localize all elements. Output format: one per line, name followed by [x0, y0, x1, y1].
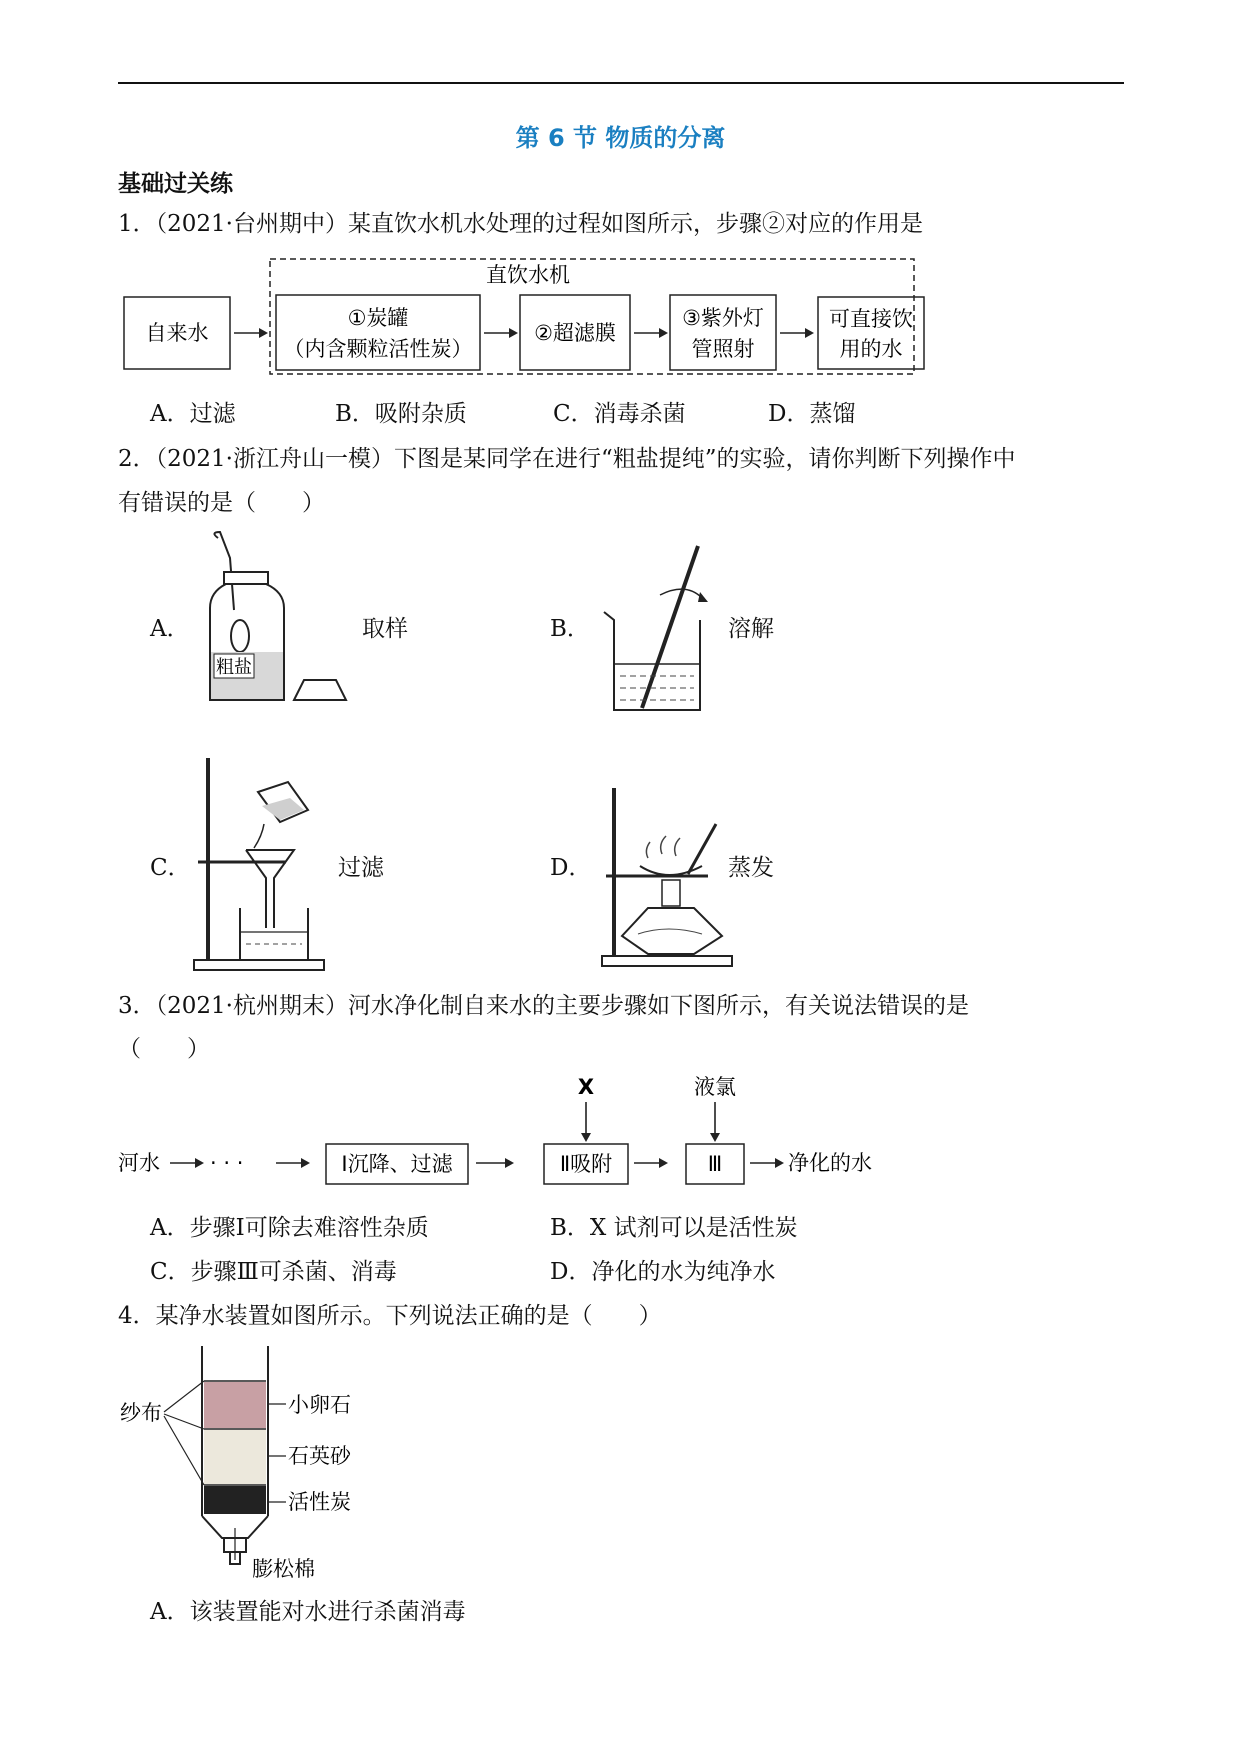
- cotton-label: 膨松棉: [252, 1557, 315, 1581]
- glass-rod: [254, 824, 264, 848]
- arrow-cl-head: [710, 1133, 720, 1142]
- stirring-rod: [642, 546, 698, 708]
- carbon-label: 活性炭: [288, 1490, 351, 1514]
- water-filter-illustration: [118, 1342, 378, 1582]
- sand-label: 石英砂: [288, 1444, 351, 1468]
- q3-option-d: D．净化的水为纯净水: [550, 1259, 776, 1285]
- q2-option-c-letter: C．: [150, 855, 191, 881]
- page-title: 第 6 节 物质的分离: [515, 124, 726, 152]
- output-label: 净化的水: [788, 1151, 872, 1175]
- jar-neck: [224, 572, 268, 584]
- q2-stem-line2: 有错误的是（ ）: [118, 490, 325, 516]
- step1-line2: （内含颗粒活性炭）: [283, 337, 473, 361]
- river-label: 河水: [118, 1151, 160, 1175]
- q2-option-b-letter: B．: [550, 616, 590, 642]
- step2-label: Ⅱ吸附: [559, 1152, 613, 1176]
- source-label: 自来水: [145, 321, 209, 345]
- q2-option-d-label: 蒸发: [728, 855, 774, 881]
- q1-stem: 1．（2021·台州期中）某直饮水机水处理的过程如图所示，步骤②对应的作用是: [118, 211, 923, 237]
- spoon-bowl: [231, 620, 249, 652]
- q2-option-a-label: 取样: [362, 616, 408, 642]
- jar-label-text: 粗盐: [216, 657, 252, 678]
- output-line1: 可直接饮: [829, 307, 913, 331]
- q4-option-a: A．该装置能对水进行杀菌消毒: [150, 1599, 466, 1625]
- pebble-label: 小卵石: [288, 1393, 351, 1417]
- q1-option-a: A．过滤: [150, 401, 236, 427]
- arrow-2-head: [301, 1158, 310, 1168]
- step3-line1: ③紫外灯: [682, 306, 764, 330]
- machine-label: 直饮水机: [486, 263, 570, 287]
- q2-stem-line1: 2．（2021·浙江舟山一模）下图是某同学在进行“粗盐提纯”的实验，请你判断下列操作中: [118, 446, 1016, 472]
- arrow-x-head: [581, 1133, 591, 1142]
- arrow-4-head: [805, 328, 814, 338]
- input-chlorine-label: 液氯: [694, 1075, 736, 1099]
- q2-option-a-letter: A．: [150, 616, 190, 642]
- section-heading: 基础过关练: [118, 171, 233, 197]
- beaker-dissolve-illustration: [598, 540, 718, 720]
- arrow-1-head: [259, 328, 268, 338]
- step1-label: Ⅰ沉降、过滤: [341, 1152, 453, 1176]
- arrow-5-head: [775, 1158, 784, 1168]
- stir-arrow-head: [698, 592, 708, 602]
- q1-option-c: C．消毒杀菌: [553, 401, 686, 427]
- arrow-4-head: [659, 1158, 668, 1168]
- q2-option-c-label: 过滤: [338, 855, 384, 881]
- jar-stopper: [294, 680, 346, 700]
- steam: [646, 836, 680, 858]
- q2-option-b-label: 溶解: [728, 616, 774, 642]
- pebble-layer: [204, 1382, 266, 1428]
- step3-line2: 管照射: [691, 337, 755, 361]
- step2-label: ②超滤膜: [534, 321, 616, 345]
- ellipsis-dots: · · ·: [210, 1151, 244, 1175]
- arrow-3-head: [505, 1158, 514, 1168]
- gauze-pointer-1: [164, 1381, 204, 1412]
- q3-stem-line2: （ ）: [118, 1036, 210, 1062]
- q3-stem-line1: 3．（2021·杭州期末）河水净化制自来水的主要步骤如下图所示，有关说法错误的是: [118, 993, 969, 1019]
- step1-line1: ①炭罐: [347, 306, 409, 330]
- step3-label: Ⅲ: [707, 1152, 723, 1176]
- arrow-2-head: [509, 328, 518, 338]
- q1-option-d: D．蒸馏: [768, 401, 856, 427]
- input-x-label: X: [577, 1075, 595, 1099]
- q3-process-diagram: [118, 1070, 918, 1190]
- q3-option-b: B．X 试剂可以是活性炭: [550, 1215, 798, 1241]
- carbon-layer: [204, 1486, 266, 1514]
- arrow-3-head: [659, 328, 668, 338]
- q4-stem: 4．某净水装置如图所示。下列说法正确的是（ ）: [118, 1303, 662, 1329]
- q3-option-a: A．步骤Ⅰ可除去难溶性杂质: [150, 1215, 429, 1241]
- salt-jar-illustration: [200, 530, 360, 710]
- gauze-label: 纱布: [120, 1401, 162, 1425]
- q1-process-diagram: [118, 255, 958, 380]
- filtration-illustration: [190, 752, 340, 974]
- sand-layer: [204, 1430, 266, 1484]
- beaker: [604, 612, 700, 710]
- q3-option-c: C．步骤Ⅲ可杀菌、消毒: [150, 1259, 397, 1285]
- arrow-1-head: [195, 1158, 204, 1168]
- stand-base: [602, 956, 732, 966]
- lamp-wick: [662, 880, 680, 906]
- q2-option-d-letter: D．: [550, 855, 592, 881]
- output-line2: 用的水: [839, 337, 903, 361]
- q1-option-b: B．吸附杂质: [335, 401, 467, 427]
- alcohol-lamp: [622, 908, 722, 954]
- header-rule: [118, 82, 1124, 84]
- stand-base: [194, 960, 324, 970]
